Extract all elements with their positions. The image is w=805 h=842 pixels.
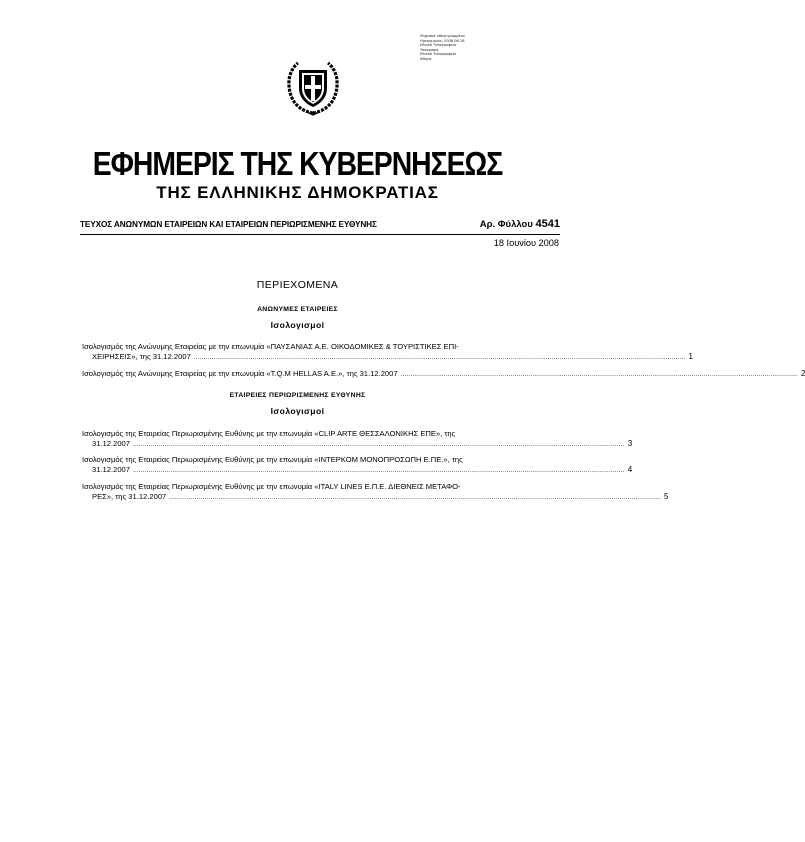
entry-text-continued: ΡΕΣ», της 31.12.2007 (92, 491, 167, 501)
signature-line: Ημερομηνία: 2008.06.18 (420, 38, 465, 43)
entry-text: Ισολογισμός της Εταιρείας Περιωρισμένης Ευθύνης με την επωνυμία «ΙΝΤΕΡΚΟΜ ΜΟΝΟΠΡΟΣΩΠΗ Ε.ΠΕ.», της (82, 455, 463, 464)
sheet-number-label (480, 218, 560, 230)
issue-type: ΤΕΥΧΟΣ ΑΝΩΝΥΜΩΝ ΕΤΑΙΡΕΙΩΝ ΚΑΙ ΕΤΑΙΡΕΙΩΝ ΠΕΡΙΩΡΙΣΜΕΝΗΣ ΕΥΘΥΝΗΣ (80, 220, 377, 229)
entry-text: Ισολογισμός της Εταιρείας Περιωρισμένης Ευθύνης με την επωνυμία «CLIP ARTE ΘΕΣΣΑΛΟΝΙΚΗΣ ΕΠΕ», της (82, 429, 456, 438)
entry-text: Ισολογισμός της Εταιρείας Περιωρισμένης Ευθύνης με την επωνυμία «ITALY LINES Ε.Π.Ε. ΔΙΕΘΝΕΙΣ ΜΕΤΑΦΟ- (82, 482, 461, 491)
signature-line: Εθνικό Τυπογραφείο (420, 52, 457, 57)
entry-text: Ισολογισμός της Ανώνυμης Εταιρείας με την επωνυμία «ΠΑΥΣΑΝΙΑΣ Α.Ε. ΟΙΚΟΔΟΜΙΚΕΣ & ΤΟΥΡΙΣΤΙΚΕΣ ΕΠΙ- (82, 342, 459, 351)
greek-coat-of-arms-emblem (285, 58, 341, 116)
issue-date: 18 Ιουνίου 2008 (493, 238, 559, 248)
sheet-label: Αρ. Φύλλου (479, 219, 533, 230)
signature-line: Ψηφιακά υπογεγραμμένο (420, 34, 465, 38)
dot-leader: .......................................................................................................................................................................................................... (400, 372, 798, 378)
issue-header-line (80, 218, 560, 235)
dot-leader: .......................................................................................................................................................................................................................................................... (133, 467, 625, 474)
dot-leader: .......................................................................................................................................................................................................................................................... (169, 494, 662, 501)
entry-page-number: 5 (664, 491, 669, 501)
entry-page-number: 1 (688, 351, 693, 361)
entry-text: Ισολογισμός της Ανώνυμης Εταιρείας με την επωνυμία «T.Q.M HELLAS A.E.», της 31.12.2007 (82, 369, 398, 378)
digital-signature-stamp (420, 34, 480, 62)
contents-entry (82, 455, 633, 477)
entry-page-number: 3 (627, 438, 633, 448)
entry-text-continued: 31.12.2007 (92, 438, 131, 448)
entry-page-number: 4 (627, 464, 633, 474)
sheet-number: 4541 (535, 218, 560, 230)
section-heading-anonymous-companies: ΑΝΩΝΥΜΕΣ ΕΤΑΙΡΕΙΕΣ (257, 306, 338, 313)
signature-line: Υπογραφή: (420, 47, 440, 52)
entry-page-number: 2 (800, 369, 805, 378)
signature-line: Εθνικό Τυπογραφείο (420, 43, 457, 48)
section-subheading: Ισολογισμοί (270, 320, 325, 330)
dot-leader: .......................................................................................................................................................................................................................................................... (193, 354, 686, 361)
dot-leader: .......................................................................................................................................................................................................................................................... (133, 441, 625, 448)
contents-entry (82, 429, 633, 451)
entry-text-continued: 31.12.2007 (92, 464, 131, 474)
contents-entry (82, 369, 805, 381)
signature-line: Αθήνα (420, 56, 432, 61)
section-subheading: Ισολογισμοί (270, 406, 325, 416)
contents-title: ΠΕΡΙΕΧΟΜΕΝΑ (256, 279, 339, 291)
contents-entry (82, 482, 669, 504)
gazette-title: ΕΦΗΜΕΡΙΣ ΤΗΣ ΚΥΒΕΡΝΗΣΕΩΣ (92, 145, 503, 182)
section-heading-limited-liability-companies: ΕΤΑΙΡΕΙΕΣ ΠΕΡΙΩΡΙΣΜΕΝΗΣ ΕΥΘΥΝΗΣ (229, 392, 366, 399)
entry-text-continued: ΧΕΙΡΗΣΕΙΣ», της 31.12.2007 (92, 351, 191, 361)
contents-entry (82, 342, 693, 364)
gazette-subtitle: ΤΗΣ ΕΛΛΗΝΙΚΗΣ ΔΗΜΟΚΡΑΤΙΑΣ (156, 183, 439, 202)
